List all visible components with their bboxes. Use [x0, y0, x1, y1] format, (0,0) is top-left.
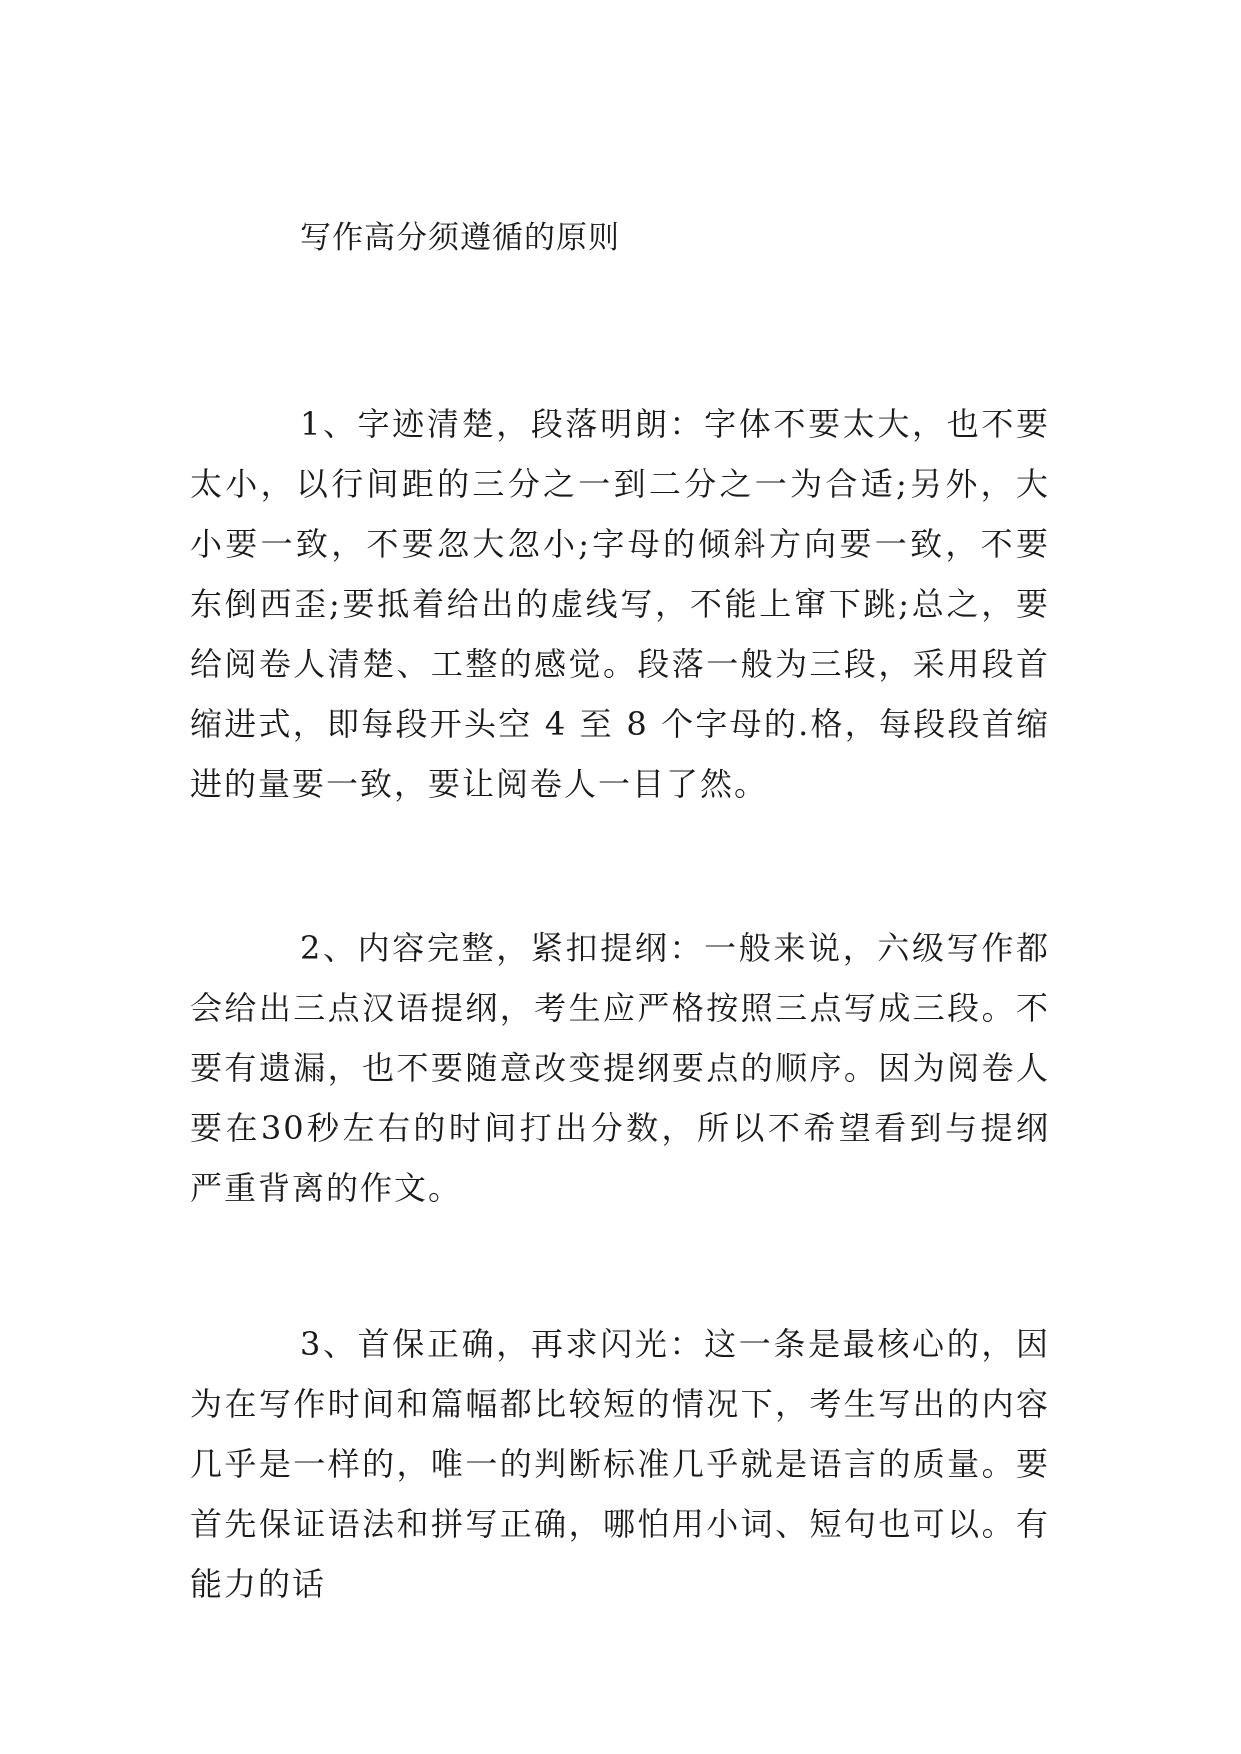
paragraph-2: 2、内容完整，紧扣提纲：一般来说，六级写作都会给出三点汉语提纲，考生应严格按照三点写成三段。不要有遗漏，也不要随意改变提纲要点的顺序。因为阅卷人要在30秒左右的时间打出分数，所以不希望看到与提纲严重背离的作文。 — [190, 929, 1050, 1207]
document-title: 写作高分须遵循的原则 — [300, 220, 620, 256]
paragraph-3: 3、首保正确，再求闪光：这一条是最核心的，因为在写作时间和篇幅都比较短的情况下，考生写出的内容几乎是一样的，唯一的判断标准几乎就是语言的质量。要首先保证语法和拼写正确，哪怕用小词、短句也可以。有能力的话 — [190, 1325, 1050, 1603]
paragraph-1: 1、字迹清楚，段落明朗：字体不要太大，也不要太小，以行间距的三分之一到二分之一为合适;另外，大小要一致，不要忽大忽小;字母的倾斜方向要一致，不要东倒西歪;要抵着给出的虚线写，不能上窜下跳;总之，要给阅卷人清楚、工整的感觉。段落一般为三段，采用段首缩进式，即每段开头空 4 至 8 个字母的.格，每段段首缩进的量要一致，要让阅卷人一目了然。 — [190, 405, 1050, 803]
